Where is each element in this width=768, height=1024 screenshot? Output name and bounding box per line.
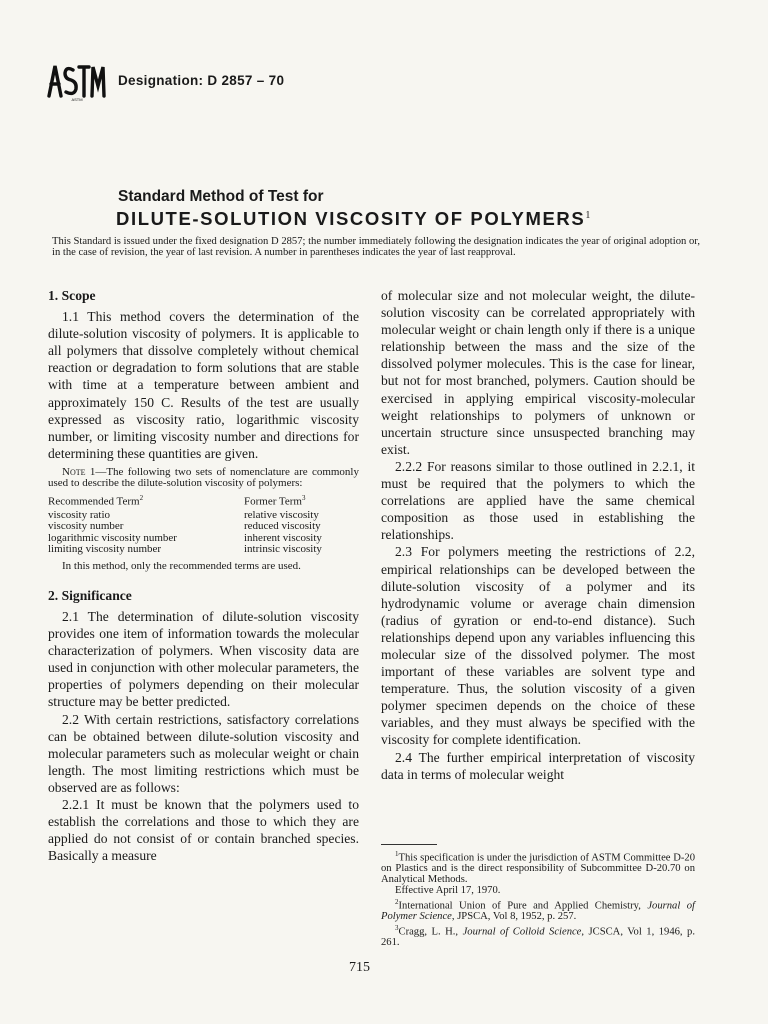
former-term: inherent viscosity: [244, 531, 322, 544]
paragraph-2-4: 2.4 The further empirical interpretation of viscosity data in terms of molecular weight: [381, 749, 695, 782]
title-footnote-mark: 1: [585, 209, 591, 221]
paragraph-2-2-1-continued: of molecular size and not molecular weight, the dilute-solution viscosity can be correlated appropriately with molecular weight or chain length only if there is a unique relationship between the mass and the size of the dissolved polymer molecules. This is the case for linear, but not for most branched, polymers. Caution should be exercised in applying empirical viscosity-molecular weight relationships to polymers of unknown or uncertain structure since unsuspected branching may exist.: [381, 288, 695, 457]
recommended-term: viscosity ratio: [48, 508, 111, 521]
paragraph-2-3: 2.3 For polymers meeting the restrictions of 2.2, empirical relationships can be developed between the dilute-solution viscosity of a polymer and its hydrodynamic volume or average chain dimension (radius of gyration or end-to-end distance). Such relationships depend upon any variables influencing this molecular size of the dissolved polymer. The most important of these variables are solvent type and temperature. Thus, the solution viscosity of a given polymer specimen depends on the choice of these variables, and they must always be specified with the viscosity for complete identification.: [381, 544, 695, 748]
title-line1: Standard Method of Test for: [118, 188, 324, 205]
left-column: [48, 287, 359, 864]
section-heading-scope: 1. Scope: [48, 288, 96, 303]
note-1-label: Note 1: [62, 465, 96, 478]
paragraph-2-2: 2.2 With certain restrictions, satisfactory correlations can be obtained between dilute-solution viscosity and molecular parameters such as molecular weight or chain length. The most limiting restrictions which must be observed are as follows:: [48, 711, 359, 795]
column-header-recommended: Recommended Term$^2$: [48, 493, 144, 508]
designation: Designation: D 2857 – 70: [118, 73, 285, 88]
section-heading-significance: 2. Significance: [48, 587, 132, 603]
note-1-text: —The following two sets of nomenclature are commonly used to describe the dilute-solution viscosity of polymers:: [48, 465, 359, 490]
recommended-term: viscosity number: [48, 520, 124, 533]
page-number: 715: [349, 960, 370, 975]
recommended-term: limiting viscosity number: [48, 543, 162, 556]
paragraph-1-1: 1.1 This method covers the determination of the dilute-solution viscosity of polymers. It is applicable to all polymers that dissolve completely without chemical reaction or degradation to form solutions that are stable with time at a temperature between ambient and approximately 150 C. Results of the test are usually expressed as viscosity ratio, logarithmic viscosity number, or limiting viscosity number and directions for determining these quantities are given.: [48, 309, 359, 461]
former-term: intrinsic viscosity: [244, 543, 322, 556]
recommended-term: logarithmic viscosity number: [48, 531, 177, 544]
paragraph-2-2-1: 2.2.1 It must be known that the polymers used to establish the correlations and those to which they are applied do not consist of or contain branched species. Basically a measure: [48, 796, 359, 864]
paragraph-2-2-2: 2.2.2 For reasons similar to those outlined in 2.2.1, it must be required that the polymers to which the correlations are applied have the same chemical composition as those used in establishing the relationships.: [381, 458, 695, 543]
standard-note: This Standard is issued under the fixed designation D 2857; the number immediately following the designation indicates the year of original adoption or, in the case of revision, the year of last revision. A number in parentheses indicates the year of last reapproval.: [52, 236, 700, 258]
nomenclature-table: [48, 493, 359, 556]
table-row: [48, 521, 359, 532]
footnote-2: $^2$International Union of Pure and Applied Chemistry, Journal of Polymer Science, JPSCA, Vol 8, 1952, p. 257.: [381, 897, 695, 923]
note-recommended-terms: In this method, only the recommended terms are used.: [62, 560, 301, 573]
footnote-3: $^3$Cragg, L. H., Journal of Colloid Science, JCSCA, Vol 1, 1946, p. 261.: [381, 923, 695, 949]
main-title-text: DILUTE-SOLUTION VISCOSITY OF POLYMERS: [116, 208, 586, 229]
former-term: reduced viscosity: [244, 520, 321, 533]
table-header-row: [48, 493, 359, 510]
astm-logo-text: ASTM: [71, 97, 83, 102]
footnote-1: $^1$This specification is under the jurisdiction of ASTM Committee D-20 on Plastics and is the direct responsibility of Subcommittee D-20.70 on Analytical Methods.: [381, 850, 695, 886]
astm-logo: [46, 58, 108, 102]
footnotes: [381, 844, 695, 949]
footnote-1-effective: Effective April 17, 1970.: [395, 884, 501, 896]
table-row: [48, 544, 359, 555]
footnote-rule: [381, 844, 437, 845]
paragraph-2-1: 2.1 The determination of dilute-solution viscosity provides one item of information towards the molecular characterization of polymers. When viscosity data are used in conjunction with other molecular parameters, the properties of polymers depending on their molecular structure may be better predicted.: [48, 608, 359, 710]
note-1: [48, 467, 359, 490]
main-title: [116, 208, 590, 230]
former-term: relative viscosity: [244, 508, 319, 521]
right-column: [381, 287, 695, 783]
column-header-former: Former Term$^3$: [244, 493, 306, 508]
